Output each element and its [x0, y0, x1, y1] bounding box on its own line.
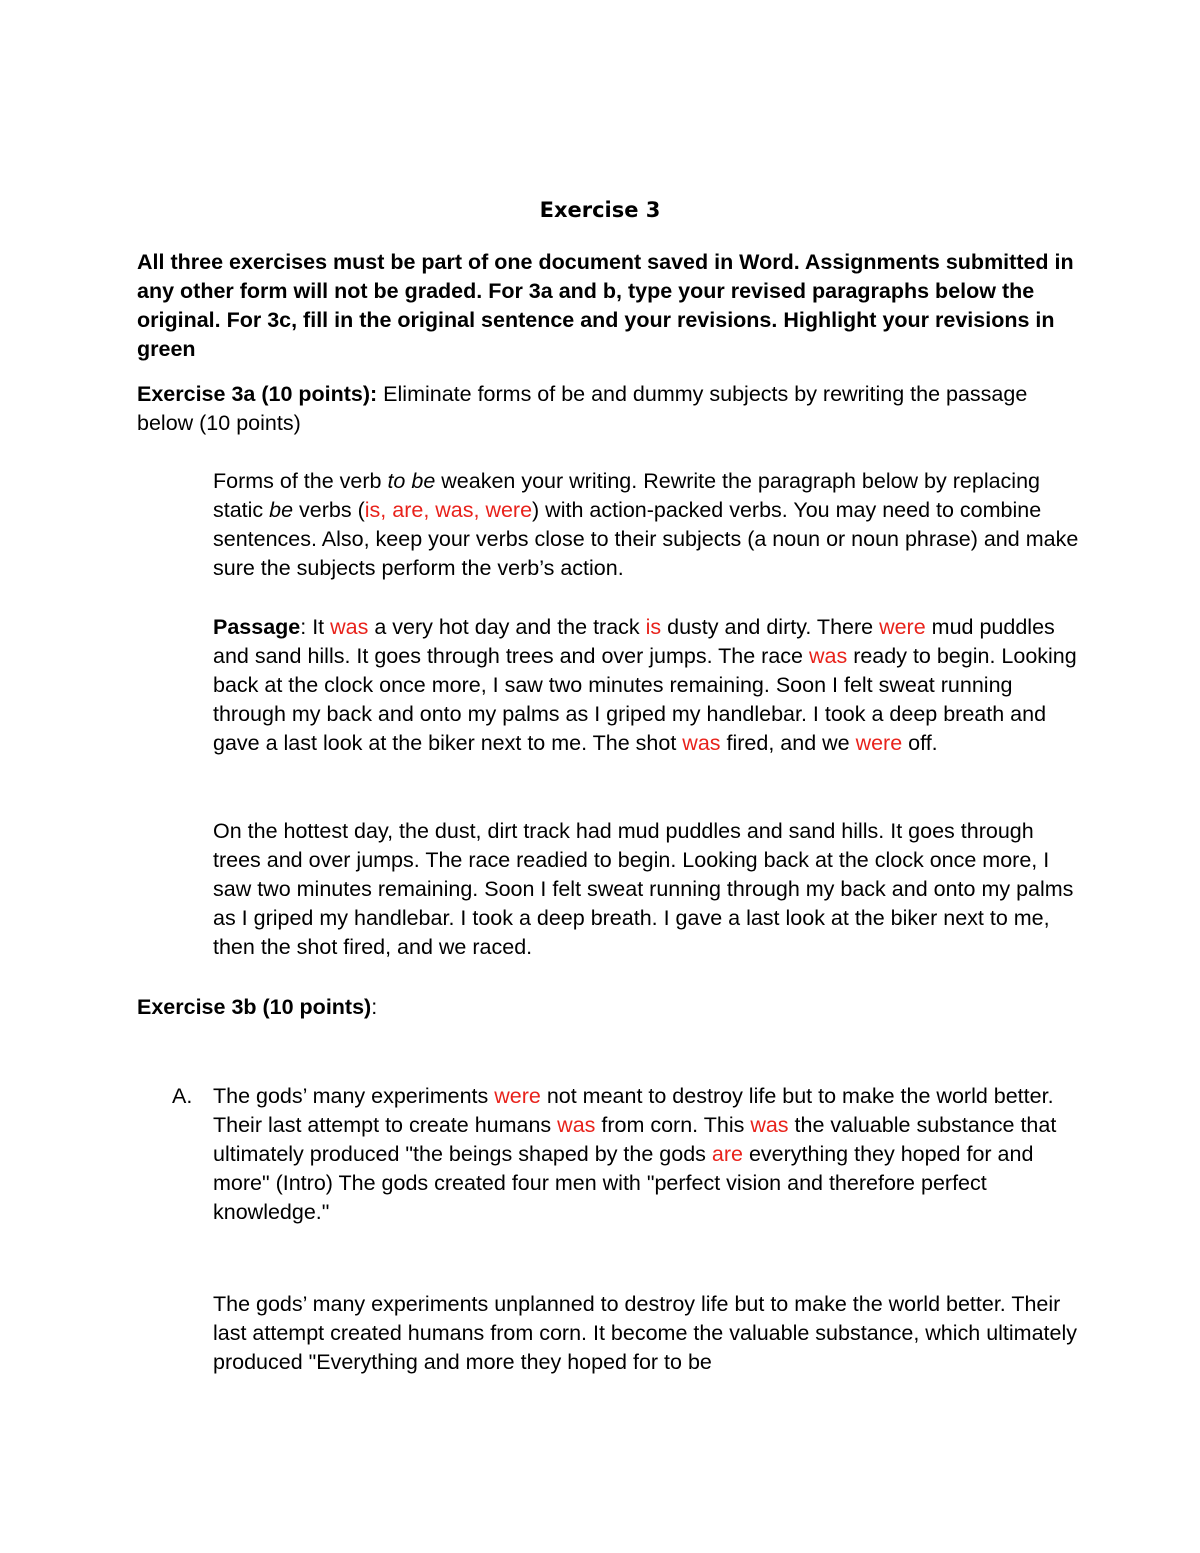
- item-text: not meant to destroy life but to make the world better. Their last attempt to create humans: [213, 1084, 1054, 1137]
- instructions-text: ) with action-packed verbs. You may need to combine sentences. Also, keep your verbs close to their subjects (a noun or noun phrase) and make sure the subjects perform the verb’s action.: [213, 498, 1079, 580]
- exercise-3a-heading: Exercise 3a (10 points): [137, 382, 371, 406]
- instructions-text: verbs (: [293, 498, 365, 522]
- highlighted-verb: was: [808, 644, 848, 668]
- item-text: everything they hoped for and more" (Intro) The gods created four men with "perfect vision and therefore perfect knowledge.": [213, 1142, 1034, 1224]
- highlighted-verb: is: [645, 615, 662, 639]
- item-text: from corn. This: [595, 1113, 751, 1137]
- exercise-3a-prompt: [137, 380, 1077, 438]
- instructions-to-be: to be: [387, 469, 436, 493]
- original-passage: [213, 613, 1083, 758]
- passage-text: dusty and dirty. There: [661, 615, 880, 639]
- passage-text: fired, and we: [720, 731, 856, 755]
- highlighted-verb: were: [879, 615, 926, 639]
- exercise-3b-heading: Exercise 3b (10 points): [137, 995, 372, 1019]
- exercise-3b-colon: :: [371, 995, 378, 1019]
- assignment-instructions: All three exercises must be part of one document saved in Word. Assignments submitted in any other form will not be graded. For 3a and b, type your revised paragraphs below the original. For 3c, fill in the original sentence and your revisions. Highlight your revisions in green: [137, 250, 1074, 361]
- highlighted-verb: were: [855, 731, 903, 755]
- revised-passage: On the hottest day, the dust, dirt track had mud puddles and sand hills. It goes through trees and over jumps. The race readied to begin. Looking back at the clock once more, I saw two minutes remaining. Soon I felt sweat running through my back and onto my palms as I griped my handlebar. I took a deep breath. I gave a last look at the biker next to me, then the shot fired, and we raced.: [213, 819, 1074, 959]
- instructions-text: Forms of the verb: [213, 469, 388, 493]
- highlighted-verb: are: [711, 1142, 743, 1166]
- exercise-3b-prompt: [137, 993, 1077, 1022]
- passage-text: : It: [300, 615, 331, 639]
- list-marker: A.: [172, 1084, 193, 1108]
- passage-text: off.: [902, 731, 938, 755]
- highlighted-verb: was: [682, 731, 721, 755]
- passage-label: Passage: [213, 615, 301, 639]
- passage-text: a very hot day and the track: [368, 615, 646, 639]
- page-title: Exercise 3: [539, 198, 661, 222]
- instructions-be: be: [269, 498, 294, 522]
- exercise-3a-text: Eliminate forms of be and dummy subjects by rewriting the passage below (10 points): [137, 382, 1028, 435]
- highlighted-verbs: is, are, was, were: [364, 498, 533, 522]
- passage-text: mud puddles and sand hills. It goes through trees and over jumps. The race: [213, 615, 1055, 668]
- highlighted-verb: was: [330, 615, 369, 639]
- list-item-a: [213, 1082, 1083, 1227]
- item-a-revision: The gods’ many experiments unplanned to destroy life but to make the world better. Their last attempt created humans from corn. It become the valuable substance, which ultimately produced "Everything and more they hoped for to be: [213, 1292, 1078, 1374]
- highlighted-verb: was: [557, 1113, 596, 1137]
- item-text: The gods’ many experiments: [213, 1084, 495, 1108]
- exercise-3a-colon: :: [370, 382, 378, 406]
- instructions-text: weaken your writing. Rewrite the paragraph below by replacing static: [213, 469, 1040, 522]
- highlighted-verb: were: [494, 1084, 541, 1108]
- passage-text: ready to begin. Looking back at the clock once more, I saw two minutes remaining. Soon I felt sweat running through my back and onto my palms as I griped my handlebar. I took a deep breath and gave a last look at the biker next to me. The shot: [213, 644, 1077, 755]
- to-be-instructions: [213, 467, 1083, 583]
- item-text: the valuable substance that ultimately produced "the beings shaped by the gods: [213, 1113, 1057, 1166]
- highlighted-verb: was: [750, 1113, 789, 1137]
